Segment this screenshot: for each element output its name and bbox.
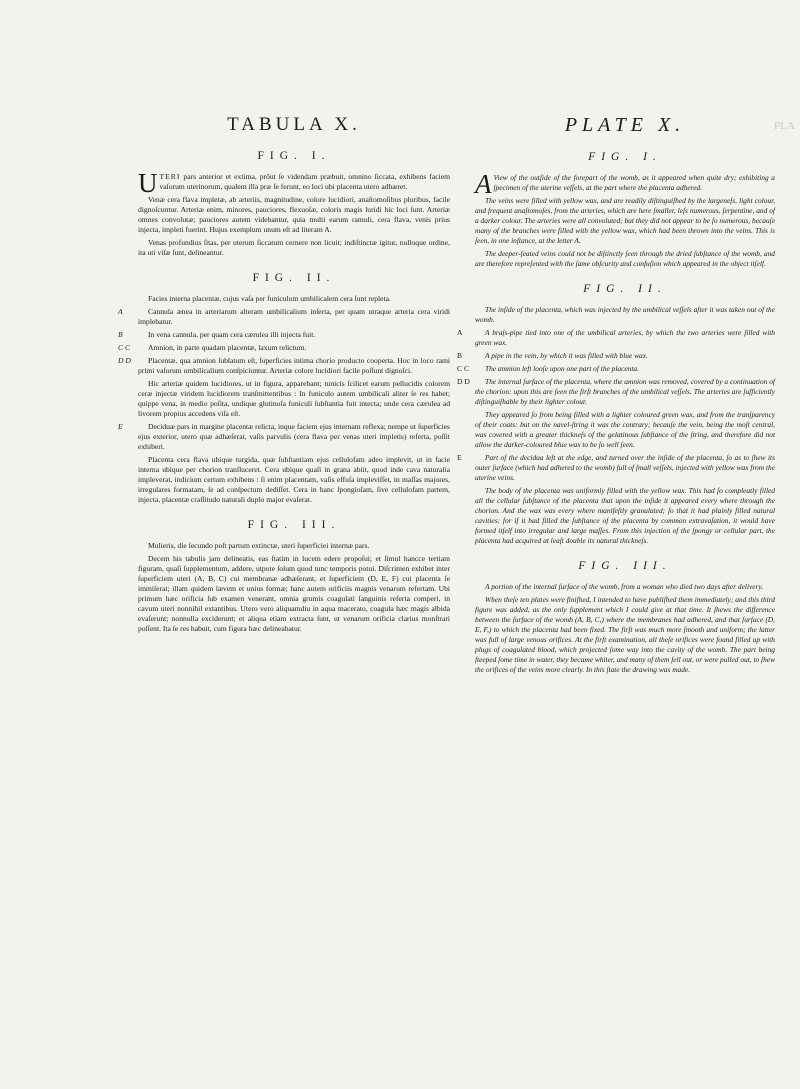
- latin-fig-3: [138, 519, 450, 634]
- paragraph: [475, 169, 775, 199]
- item-text: Cannula ænea in arteriarum alteram umbilicalium inſerta, per quam utraque arteria cera viridi implebatur.: [138, 307, 450, 326]
- lettered-item: [118, 356, 450, 376]
- lettered-item: [118, 422, 450, 452]
- item-text: Deciduæ pars in margine placentæ relicta, inque faciem ejus internam reflexa; nempe ut ſuperficies ejus exterior, utero quæ adhæſerat, vaſis parvulis (cera flava per venas uteri impletis) referta, poſſit exhiberi.: [138, 422, 450, 451]
- english-fig-1-heading: FIG. I.: [588, 151, 662, 163]
- item-letter: D D: [118, 356, 131, 365]
- latin-fig-2: [118, 272, 450, 505]
- item-text: Amnion, in parte quadam placentæ, laxum relictum.: [148, 343, 307, 352]
- paragraph: Decem his tabulis jam delineatis, eas ſtatim in lucem edere propoſui; et ſimul hancce tertiam figuram, quaſi ſupplementum, addere, utpote ſolum quod tunc temporis potui. Diſcrimen exhibet inter ſuperficiem uteri (A, B, C) cui membranæ adhæſerant, et ſuperficiem (D, E, F) cui placenta ſe immiſerat; illam quidem lævem et unius formæ; hanc autem orificiis magnis venarum refertam. Ubi primum hæc orificia ſub examen venerant, omnia grumis coagulati ſanguinis referta comperi, in cavum uteri nonnihil extantibus. Utero vero aliquamdiu in aqua macerato, coagula hæc magis albida evaſerunt; nonnulla exciderunt; et aliqua etiam extracta ſunt, ut venarum orificia clarius monſtrari poſſent. Ita ſe res habuit, cum figura hæc delineabatur.: [138, 554, 450, 633]
- lettered-item: [457, 351, 775, 361]
- item-text: The amnion left looſe upon one part of the placenta.: [485, 364, 639, 373]
- english-title: PLATE X.: [564, 114, 686, 136]
- lead-word: TERI: [159, 172, 181, 181]
- item-text: The internal ſurface of the placenta, where the amnion was removed, covered by a continuation of the chorion: upon this are ſeen the firſt branches of the umbilical veſſels. The arteries are ſufficiently diſtinguiſhable by their lighter colour.: [475, 377, 775, 406]
- paragraph: The body of the placenta was uniformly filled with the yellow wax. This had ſo compleatly filled all the cellular ſubſtance of the placenta that upon the inſide it appeared every where through the chorion. And the wax was every where manifeſtly granulated; ſo that it had plainly filled natural cavities: for if it had filled the ſubſtance of the placenta by common extravaſation, it would have formed itſelf into irregular and large maſſes. From this injection of the ſpongy or cellular part, the placenta had acquired at leaſt double its natural thickneſs.: [475, 486, 775, 545]
- latin-fig-1-heading: FIG. I.: [257, 150, 331, 162]
- english-fig-3: [475, 560, 775, 675]
- paragraph: Venas profundius ſitas, per uterum ſiccatum cernere non licuit; indiſtinctæ igitur, nulloque ordine, ita uti viſæ ſunt, delineantur.: [138, 238, 450, 257]
- item-text: A braſs-pipe tied into one of the umbilical arteries, by which the two arteries were filled with green wax.: [475, 328, 775, 347]
- latin-title: TABULA X.: [227, 114, 361, 135]
- paragraph: They appeared ſo from being filled with a lighter coloured green wax, and from the tranſparency of their coats: but on the navel-ſtring it was the contrary; becauſe the vein, being the moſt central, was covered with a greater thickneſs of the gelatinous ſubſtance of the ſtring, and therefore did not allow the darker-coloured blue wax to be ſo well ſeen.: [475, 410, 775, 449]
- paragraph: Placenta cera flava ubique turgida, quæ ſubſtantiam ejus cellulofam adeo implevit, ut in facie interna ubique per chorion tranſluceret. Cera ubique quaſi in grana abiit, quod inde cava naturalia impleverat, indicium certum exhibens : ſi enim placentam, vaſis effuſa impleviſſet, in maſſas majores, irregulares formatam, ſe ad conſpectum dediſſet. Cera in hanc ſpongioſam, ſive cellulofam partem, injecta, placentæ craſſitudo naturali duplo major evaſerat.: [138, 455, 450, 504]
- lettered-item: [118, 307, 450, 327]
- lettered-item: [118, 330, 450, 340]
- paragraph: When theſe ten plates were finiſhed, I intended to have publiſhed them immediately; and this third figure was added, as the only ſupplement which I could give at that time. It ſhews the difference between the ſurface of the womb (A, B, C,) where the membranes had adhered, and that ſurface (D, E, F,) to which the placenta had been fixed. The firſt was much more ſmooth and uniform; the latter was full of large venous orifices. At the firſt examination, all theſe orifices were found filled up with plugs of coagulated blood, which projected ſome way into the cavity of the womb. The part being ſteeped ſome time in water, they became whiter, and many of them fell out, or were pulled out, to ſhew the orifices of the veins more clearly. In this ſtate the drawing was made.: [475, 595, 776, 674]
- item-text: A pipe in the vein, by which it was filled with blue wax.: [485, 351, 648, 360]
- item-letter: A: [457, 328, 463, 337]
- paragraph: A portion of the internal ſurface of the womb, from a woman who died two days after delivery.: [485, 582, 764, 591]
- item-letter: B: [118, 330, 123, 339]
- item-text: In vena cannula, per quam cera cærulea illi injecta fuit.: [148, 330, 316, 339]
- lettered-item: [457, 328, 775, 348]
- lettered-item: [457, 364, 775, 374]
- latin-fig-2-heading: FIG. II.: [252, 272, 336, 284]
- paragraph: Mulieris, die ſecundo poſt partum extinctæ, uteri ſuperficiei internæ pars.: [148, 541, 370, 550]
- item-letter: D D: [457, 377, 470, 386]
- paragraph-text: pars anterior et extima, prôut ſe videndam præbuit, omnino ſiccata, exhibens faciem vaſorum uterinorum, qualem illa præ ſe ferunt, eo loci ubi placenta utero adhæret.: [159, 172, 450, 191]
- latin-column: [118, 114, 450, 637]
- paragraph: The deeper-ſeated veins could not be diſtinctly ſeen through the dried ſubſtance of the womb, and are therefore repreſented with the ſame obſcurity and confuſion which appeared in the object itſelf.: [475, 249, 775, 268]
- item-letter: B: [457, 351, 463, 360]
- paragraph-text: View of the outſide of the forepart of the womb, as it appeared when quite dry; exhibiting a ſpecimen of the uterine veſſels, at the part where the placenta adhered.: [493, 173, 775, 192]
- english-fig-2-heading: FIG. II.: [583, 283, 667, 295]
- english-column: [457, 114, 776, 678]
- item-letter: C C: [457, 364, 470, 373]
- paragraph: Hic arteriæ quidem lucidiores, ut in figura, apparebant; tunicis ſcilicet earum pellucidis colorem ceræ injectæ viridem lucidiorem tranſmittentibus : In funiculo autem umbilicali aliter ſe res habet; quippe vena, in medio poſita, undique glutinoſa funiculi ſubſtantia fuit intecta; unde cera cærulea ad livorem propius accedens viſa eſt.: [138, 379, 450, 418]
- paragraph: Facies interna placentæ, cujus vaſa per funiculum umbilicalem cera ſunt repleta.: [148, 294, 391, 303]
- margin-fragment: PLA: [774, 120, 795, 132]
- lettered-item: [457, 377, 775, 407]
- english-fig-2: [457, 283, 775, 546]
- english-fig-1: [475, 151, 775, 269]
- paragraph: The veins were filled with yellow wax, and are readily diſtinguiſhed by the largeneſs, light colour, and frequent anaſtomoſes, from the arteries, which are here ſmaller, leſs numerous, ſerpentine, and of a darker colour. The arteries were all convoluted; but they did not appear to be ſo numerous, becauſe many of the branches were filled with the yellow wax, which had been thrown into the veins. This is ſeen, in one inſtance, at the letter A.: [475, 196, 775, 245]
- latin-fig-1: [138, 150, 450, 258]
- drop-cap: U: [138, 168, 158, 198]
- item-text: Placentæ, qua amnion ſublatum eſt, ſuperficies intima chorio producto cooperta. Hoc in loco rami primi vaſorum umbilicalium conſpiciuntur. Arteriæ colore lucidiori facile poſſunt dignoſci.: [138, 356, 450, 375]
- item-letter: E: [118, 422, 123, 431]
- drop-cap: A: [475, 169, 492, 199]
- paragraph: The inſide of the placenta, which was injected by the umbilical veſſels after it was taken out of the womb.: [475, 305, 775, 324]
- item-letter: A: [118, 307, 123, 316]
- paragraph: [138, 168, 450, 198]
- item-text: Part of the decidua left at the edge, and turned over the inſide of the placenta, ſo as to ſhew its outer ſurface (which had adhered to the womb) full of ſmall veſſels, injected with yellow wax from the uterine veins.: [475, 453, 775, 482]
- latin-fig-3-heading: FIG. III.: [247, 519, 341, 531]
- item-letter: E: [457, 453, 462, 462]
- paragraph: Venæ cera flava impletæ, ab arteriis, magnitudine, colore lucidiori, anaſtomoſibus pluribus, facile dignoſcuntur. Arteriæ enim, minores, pauciores, flexuoſæ, coloris magis luridi hic loci ſunt. Arteriæ omnes convolutæ; pauciores autem videbantur, quia multi earum ramuli, cera flava, venis prius injecta, impleti fuerint. Hujus exemplum unum eſt ad literam A.: [138, 195, 450, 234]
- english-fig-3-heading: FIG. III.: [578, 560, 672, 572]
- lettered-item: [118, 343, 450, 353]
- lettered-item: [457, 453, 775, 483]
- item-letter: C C: [118, 343, 131, 352]
